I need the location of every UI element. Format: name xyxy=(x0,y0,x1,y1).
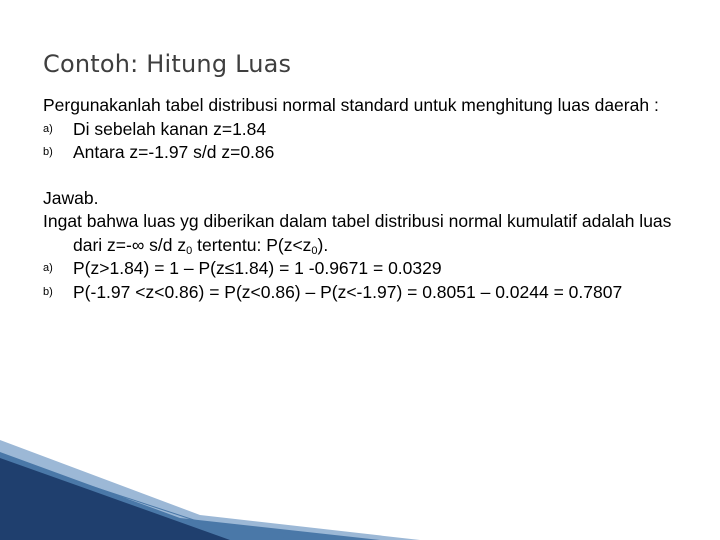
answer-intro-part1: Ingat bahwa luas yg diberikan dalam tabel distribusi normal kumulatif adalah luas dari z=-∞ s/d z xyxy=(43,211,672,255)
answer-item-a xyxy=(43,257,693,281)
question-item-a xyxy=(43,118,693,142)
question-text: Di sebelah kanan z=1.84 xyxy=(73,118,267,139)
list-marker: b) xyxy=(43,285,53,298)
subscript-zero: 0 xyxy=(311,244,318,257)
spacer xyxy=(43,165,693,187)
question-item-b xyxy=(43,141,693,165)
slide-content xyxy=(43,94,693,304)
slide-title: Contoh: Hitung Luas xyxy=(43,50,292,78)
question-text: Antara z=-1.97 s/d z=0.86 xyxy=(73,142,275,162)
subscript-zero: 0 xyxy=(186,244,193,257)
list-marker: b) xyxy=(43,146,53,158)
wave-dark-band xyxy=(0,458,230,540)
list-marker: a) xyxy=(43,122,53,135)
answer-item-b xyxy=(43,281,693,305)
answer-text: P(z>1.84) = 1 – P(z≤1.84) = 1 -0.9671 = 0.0329 xyxy=(73,258,442,278)
answer-intro-part2: tertentu: P(z<z xyxy=(192,234,312,255)
list-marker: a) xyxy=(43,262,53,274)
answer-heading: Jawab. xyxy=(43,187,99,208)
answer-text: P(-1.97 <z<0.86) = P(z<0.86) – P(z<-1.97) = 0.8051 – 0.0244 = 0.7807 xyxy=(73,281,623,302)
intro-text: Pergunakanlah tabel distribusi normal standard untuk menghitung luas daerah : xyxy=(43,95,659,115)
decorative-wave xyxy=(0,430,720,540)
answer-intro-part3: ). xyxy=(317,234,329,255)
answer-intro xyxy=(43,210,693,257)
